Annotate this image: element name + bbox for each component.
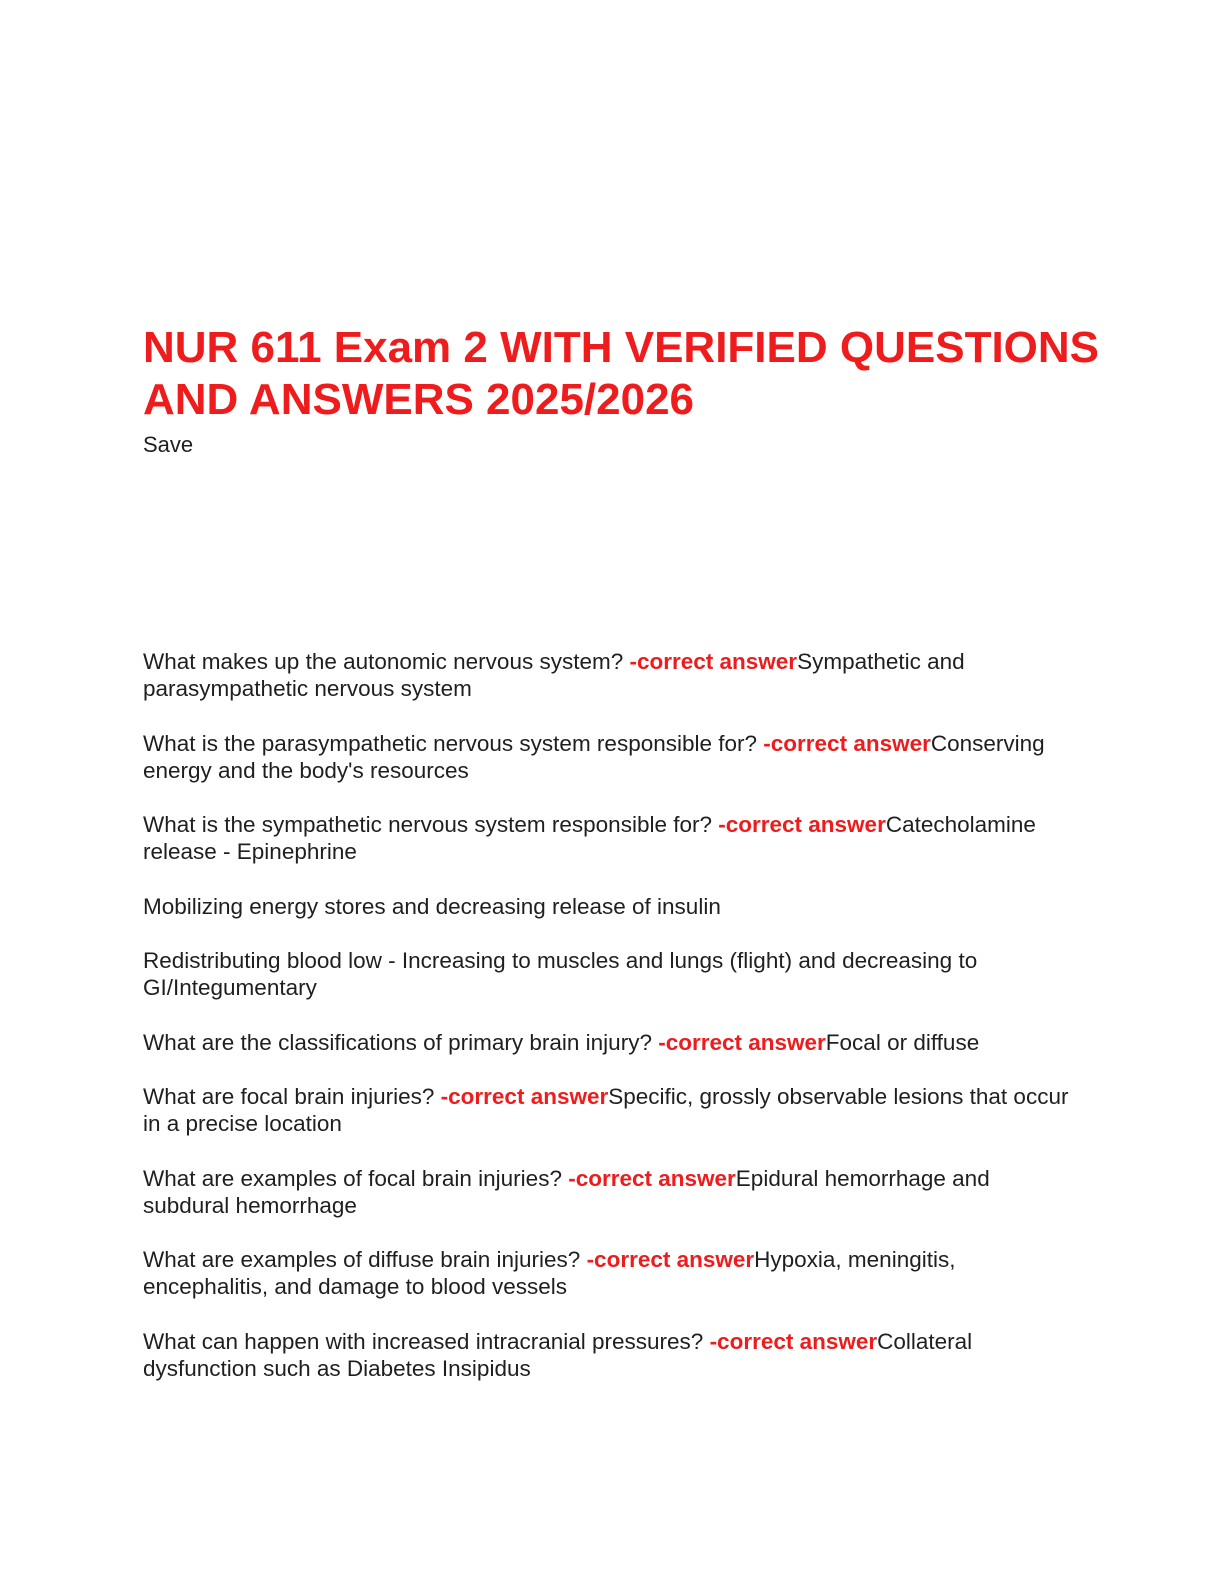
question-text: What are examples of diffuse brain injuries? [143, 1247, 587, 1273]
correct-answer-marker: -correct answer [586, 1247, 755, 1273]
qa-item [143, 1165, 1073, 1220]
answer-text: Collateral dysfunction such as Diabetes Insipidus [143, 1328, 973, 1382]
question-text: What are focal brain injuries? [143, 1083, 441, 1109]
qa-item [143, 811, 1073, 866]
correct-answer-marker: -correct answer [709, 1328, 878, 1354]
question-text: What is the sympathetic nervous system responsible for? [143, 812, 719, 838]
answer-text: Focal or diffuse [825, 1029, 980, 1055]
answer-text: Hypoxia, meningitis, encephalitis, and damage to blood vessels [143, 1247, 956, 1300]
question-text: What are examples of focal brain injuries? [143, 1165, 569, 1191]
question-text: What are the classifications of primary brain injury? [143, 1029, 659, 1055]
answer-text: Conserving energy and the body's resources [143, 730, 1045, 783]
correct-answer-marker: -correct answer [763, 730, 931, 756]
correct-answer-marker: -correct answer [718, 812, 886, 838]
answer-text: Epidural hemorrhage and subdural hemorrhage [143, 1165, 990, 1218]
qa-list [143, 648, 1073, 1409]
document-title: NUR 611 Exam 2 WITH VERIFIED QUESTIONS AND ANSWERS 2025/2026 [143, 323, 1100, 424]
correct-answer-marker: -correct answer [658, 1029, 826, 1055]
correct-answer-marker: -correct answer [629, 649, 798, 674]
question-text: What makes up the autonomic nervous system? [143, 649, 630, 674]
answer-continuation: Mobilizing energy stores and decreasing release of insulin [143, 893, 721, 919]
qa-item [143, 1246, 1073, 1301]
qa-item [143, 730, 1073, 785]
qa-item [143, 648, 1073, 703]
qa-item [143, 1029, 1073, 1056]
answer-text: Catecholamine release - Epinephrine [143, 812, 1036, 865]
answer-text: Sympathetic and parasympathetic nervous system [143, 649, 965, 702]
question-text: What can happen with increased intracranial pressures? [143, 1328, 710, 1354]
correct-answer-marker: -correct answer [568, 1165, 736, 1191]
qa-item [143, 1328, 1073, 1383]
answer-text: Specific, grossly observable lesions that occur in a precise location [143, 1083, 1069, 1137]
correct-answer-marker: -correct answer [440, 1083, 609, 1109]
qa-item [143, 1083, 1073, 1138]
save-label: Save [143, 432, 194, 457]
answer-continuation: Redistributing blood low - Increasing to muscles and lungs (flight) and decreasing to GI/Integumentary [143, 948, 978, 1001]
question-text: What is the parasympathetic nervous system responsible for? [143, 730, 764, 756]
